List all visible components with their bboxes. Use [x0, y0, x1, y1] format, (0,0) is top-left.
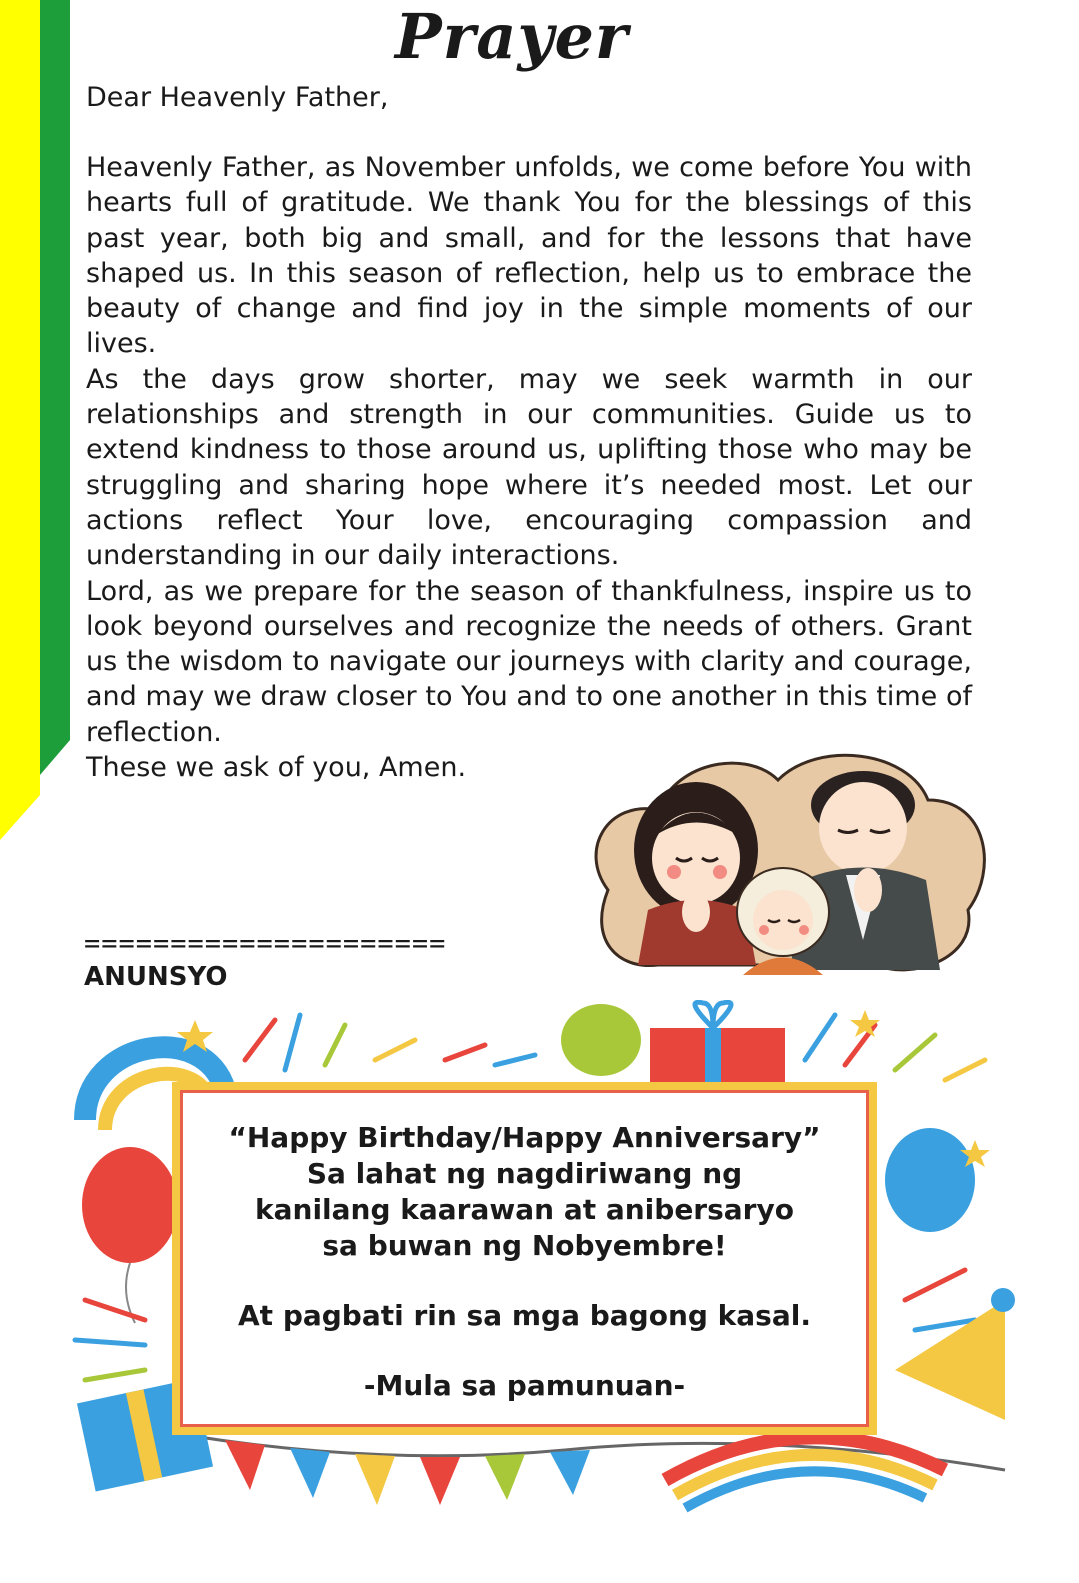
card-line: kanilang kaarawan at anibersaryo — [255, 1193, 794, 1226]
page-title: Prayer — [395, 0, 629, 73]
prayer-paragraph: Lord, as we prepare for the season of thankfulness, inspire us to look beyond ourselves and recognize the needs of others. Grant us the wisdom to navigate our journeys with clarity and courage, and may we draw closer to You and to one another in this time of reflection. — [86, 575, 972, 748]
prayer-paragraph: As the days grow shorter, may we seek warmth in our relationships and strength in our communities. Guide us to extend kindness to those around us, uplifting those who may be struggling and sharing hope where it’s needed most. Let our actions reflect Your love, encouraging compassion and understanding in our daily interactions. — [86, 363, 972, 572]
card-line: “Happy Birthday/Happy Anniversary” — [228, 1121, 821, 1154]
side-stripes-decoration — [0, 0, 80, 860]
prayer-closing: These we ask of you, Amen. — [86, 752, 467, 784]
prayer-greeting: Dear Heavenly Father, — [86, 82, 389, 113]
announcement-card — [172, 1082, 877, 1435]
card-signature: -Mula sa pamunuan- — [363, 1369, 686, 1402]
praying-family-illustration — [578, 740, 998, 980]
announcement-heading: ANUNSYO — [84, 962, 228, 992]
prayer-body — [86, 150, 972, 785]
card-line: At pagbati rin sa mga bagong kasal. — [238, 1299, 811, 1332]
section-divider: ===================== — [84, 928, 447, 959]
card-line: Sa lahat ng nagdiriwang ng — [306, 1157, 743, 1190]
announcement-card-text — [180, 1120, 869, 1404]
prayer-paragraph: Heavenly Father, as November unfolds, we come before You with hearts full of gratitude. We thank You for the blessings of this past year, both big and small, and for the lessons that have shaped us. In this season of reflection, help us to embrace the beauty of change and find joy in the simple moments of our lives. — [86, 152, 972, 360]
card-line: sa buwan ng Nobyembre! — [322, 1229, 727, 1262]
